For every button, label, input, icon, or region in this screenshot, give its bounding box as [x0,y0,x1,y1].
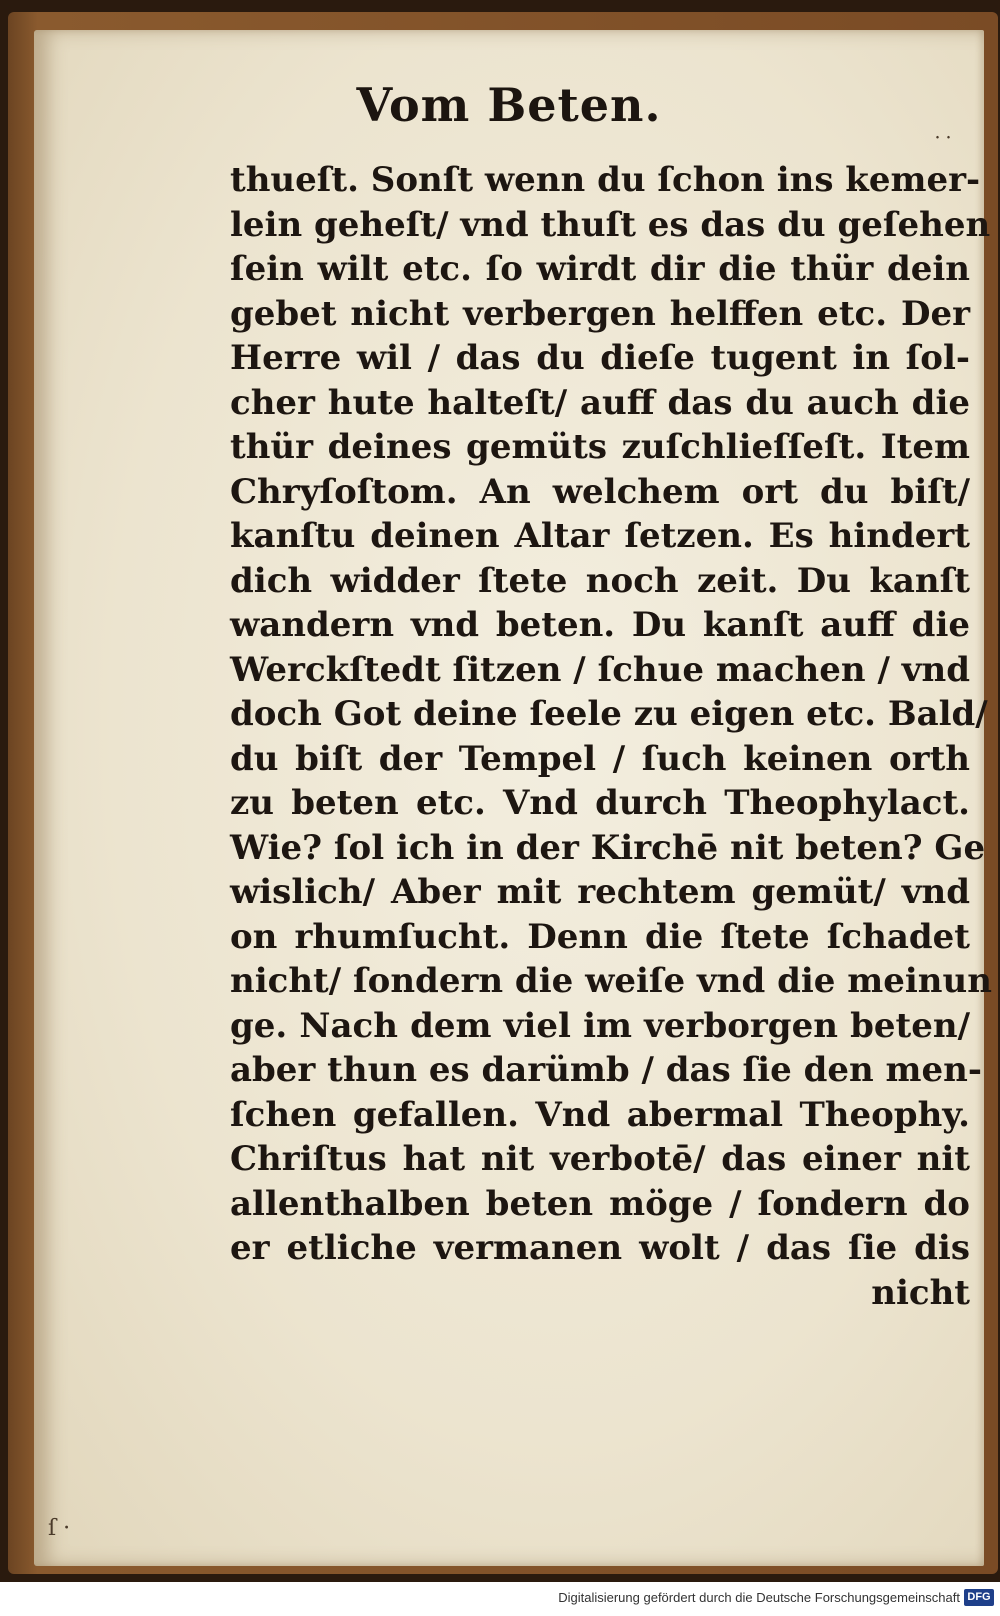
footer-bar [0,1582,1000,1616]
text-line: ſchen gefallen. Vnd abermal Theophy. [230,1094,970,1135]
text-line: kanſtu deinen Altar ſetzen. Es hindert [230,516,970,556]
text-line: thueſt. Sonſt wenn du ſchon ins kemer- [230,160,981,200]
text-line: thür deines gemüts zuſchlieſſeſt. Item [230,427,970,467]
text-line: gebet nicht verbergen helffen etc. Der [230,293,970,334]
running-head: Vom Beten. [356,78,662,132]
text-line: Werckſtedt ſitzen / ſchue machen / vnd [230,649,970,690]
text-line: Chryſoſtom. An welchem ort du biſt/ [230,471,970,512]
funding-credit: Digitalisierung gefördert durch die Deutsche Forschungsgemeinschaft [558,1590,960,1605]
text-line: allenthalben beten möge / ſondern do [230,1183,970,1224]
text-line: Herre wil / das du dieſe tugent in ſol- [230,338,970,378]
text-line: cher hute halteſt/ auff das du auch die [230,382,970,423]
text-line: aber thun es darümb / das ſie den men- [230,1050,982,1090]
ink-mark: ſ · [48,1516,71,1541]
text-line: Wie? ſol ich in der Kirchē nit beten? Ge [230,827,986,868]
text-line: lein geheſt/ vnd thuſt es das du geſehen [230,204,991,245]
book-page [34,30,992,1566]
catchword: nicht [871,1272,970,1313]
text-line: doch Got deine ſeele zu eigen etc. Bald/ [230,694,988,734]
text-line: on rhumſucht. Denn die ſtete ſchadet [230,916,970,957]
text-line: du biſt der Tempel / ſuch keinen orth [230,738,970,779]
text-line: zu beten etc. Vnd durch Theophylact. [230,783,970,823]
text-line: wandern vnd beten. Du kanſt auff die [230,605,970,645]
text-line: ſein wilt etc. ſo wirdt dir die thür dein [230,249,970,289]
text-line: ge. Nach dem viel im verborgen beten/ [230,1005,970,1046]
ink-mark: ˙˙ [932,134,954,159]
dfg-logo: DFG [964,1589,994,1606]
text-line: er etliche vermanen wolt / das ſie dis [230,1228,970,1268]
text-line: wislich/ Aber mit rechtem gemüt/ vnd [230,872,970,912]
body-text [230,158,992,1315]
text-line: dich widder ſtete noch zeit. Du kanſt [230,560,970,601]
text-line: Chriſtus hat nit verbotē/ das einer nit [230,1139,970,1179]
text-line: nicht/ ſondern die weiſe vnd die meinun [230,961,992,1001]
